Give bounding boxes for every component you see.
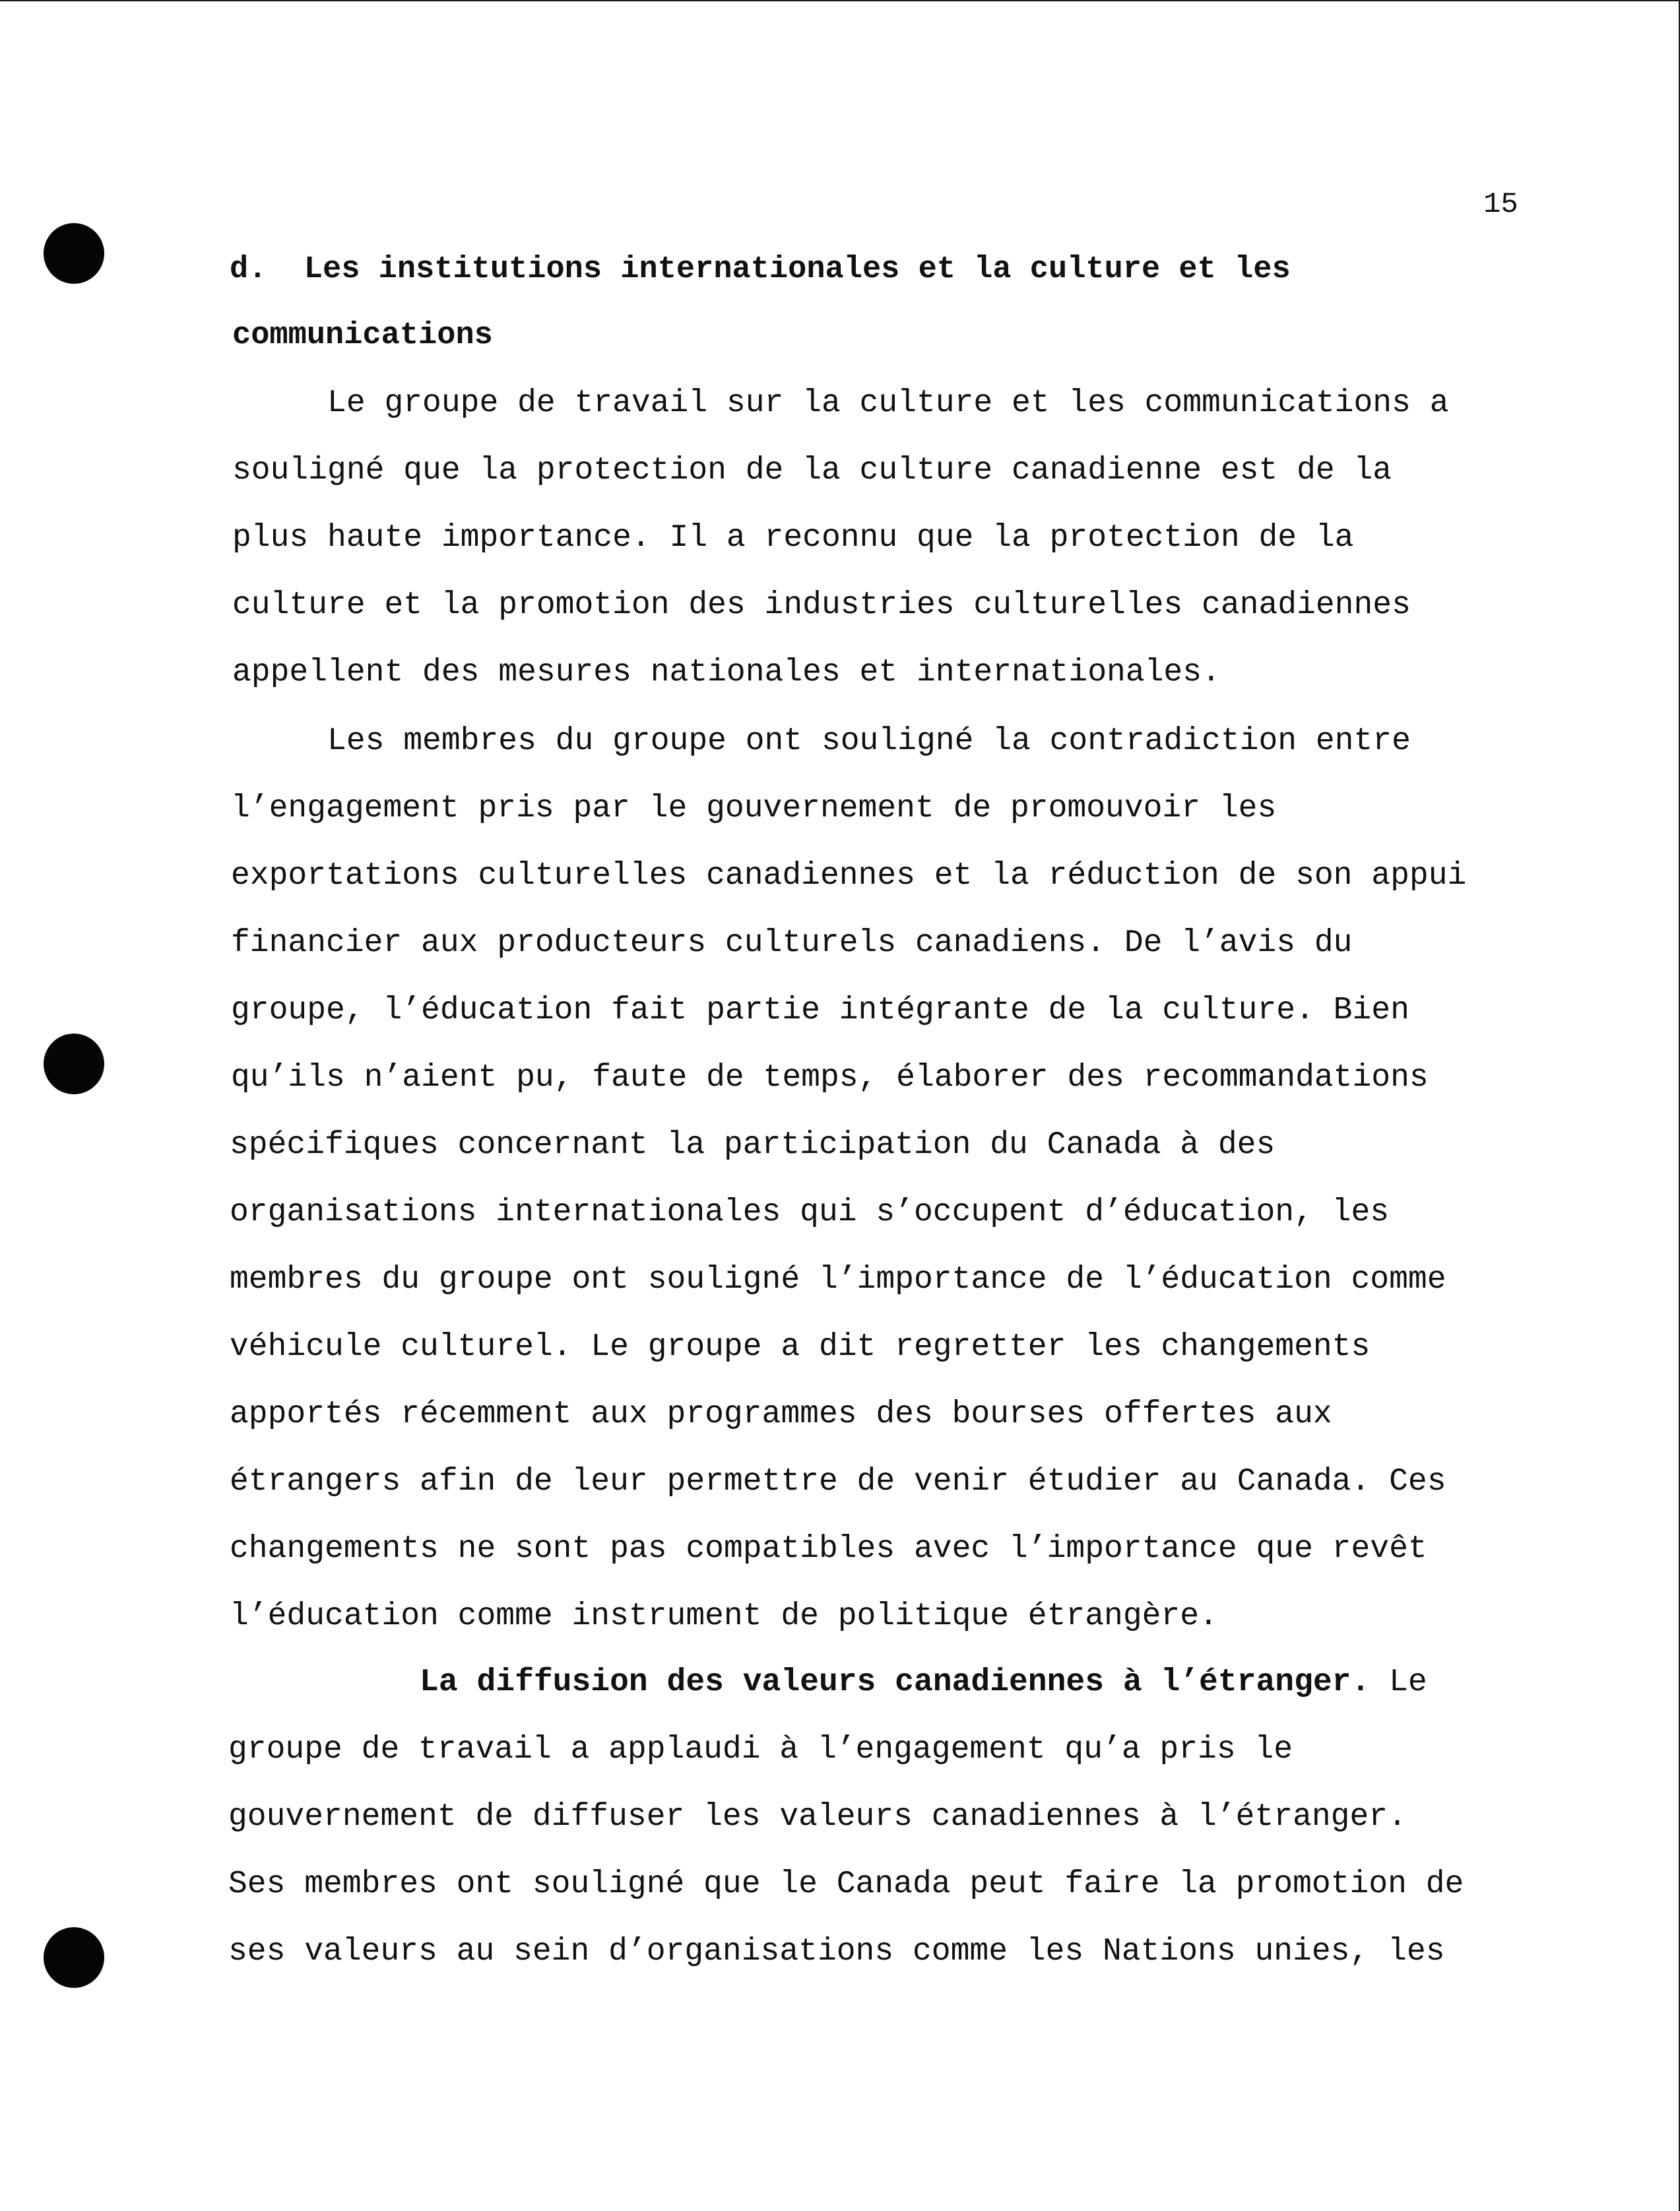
page-number: 15 bbox=[1483, 188, 1518, 221]
paragraph-line: Ses membres ont souligné que le Canada peut faire la promotion de bbox=[228, 1866, 1464, 1902]
section-heading: d. Les institutions internationales et la culture et les bbox=[230, 252, 1291, 287]
punch-hole bbox=[44, 1927, 104, 1988]
paragraph-line: groupe, l’éducation fait partie intégrante de la culture. Bien bbox=[231, 993, 1409, 1028]
paragraph-line: organisations internationales qui s’occupent d’éducation, les bbox=[230, 1195, 1390, 1230]
paragraph-line-with-lead bbox=[230, 1662, 1427, 1703]
paragraph-line: financier aux producteurs culturels canadiens. De l’avis du bbox=[231, 925, 1353, 961]
punch-hole bbox=[44, 1034, 104, 1094]
paragraph-line: Le groupe de travail sur la culture et les communications a bbox=[232, 385, 1449, 421]
paragraph-line: souligné que la protection de la culture canadienne est de la bbox=[232, 453, 1392, 488]
punch-hole bbox=[44, 223, 104, 284]
paragraph-line: Les membres du groupe ont souligné la contradiction entre bbox=[232, 723, 1411, 759]
bold-lead-phrase: La diffusion des valeurs canadiennes à l’étranger. bbox=[420, 1665, 1371, 1700]
paragraph-line: étrangers afin de leur permettre de venir étudier au Canada. Ces bbox=[230, 1464, 1446, 1500]
paragraph-line: qu’ils n’aient pu, faute de temps, élaborer des recommandations bbox=[231, 1060, 1429, 1096]
section-heading-continued: communications bbox=[232, 318, 493, 353]
paragraph-line: groupe de travail a applaudi à l’engagement qu’a pris le bbox=[228, 1732, 1293, 1767]
paragraph-line: véhicule culturel. Le groupe a dit regretter les changements bbox=[230, 1329, 1371, 1365]
paragraph-line: culture et la promotion des industries culturelles canadiennes bbox=[232, 587, 1411, 623]
paragraph-line: apportés récemment aux programmes des bourses offertes aux bbox=[230, 1397, 1332, 1432]
paragraph-line: membres du groupe ont souligné l’importance de l’éducation comme bbox=[230, 1262, 1446, 1298]
lead-continuation: Le bbox=[1370, 1665, 1427, 1700]
paragraph-line: plus haute importance. Il a reconnu que la protection de la bbox=[232, 520, 1354, 556]
paragraph-line: exportations culturelles canadiennes et la réduction de son appui bbox=[231, 858, 1467, 894]
paragraph-line: l’engagement pris par le gouvernement de promouvoir les bbox=[231, 791, 1277, 826]
paragraph-line: l’éducation comme instrument de politique étrangère. bbox=[230, 1599, 1218, 1634]
paragraph-line: ses valeurs au sein d’organisations comme les Nations unies, les bbox=[228, 1934, 1445, 1969]
paragraph-line: appellent des mesures nationales et internationales. bbox=[232, 655, 1221, 690]
indent bbox=[230, 1665, 420, 1700]
paragraph-line: spécifiques concernant la participation du Canada à des bbox=[230, 1127, 1276, 1163]
paragraph-line: gouvernement de diffuser les valeurs canadiennes à l’étranger. bbox=[228, 1799, 1407, 1835]
paragraph-line: changements ne sont pas compatibles avec l’importance que revêt bbox=[230, 1531, 1427, 1567]
